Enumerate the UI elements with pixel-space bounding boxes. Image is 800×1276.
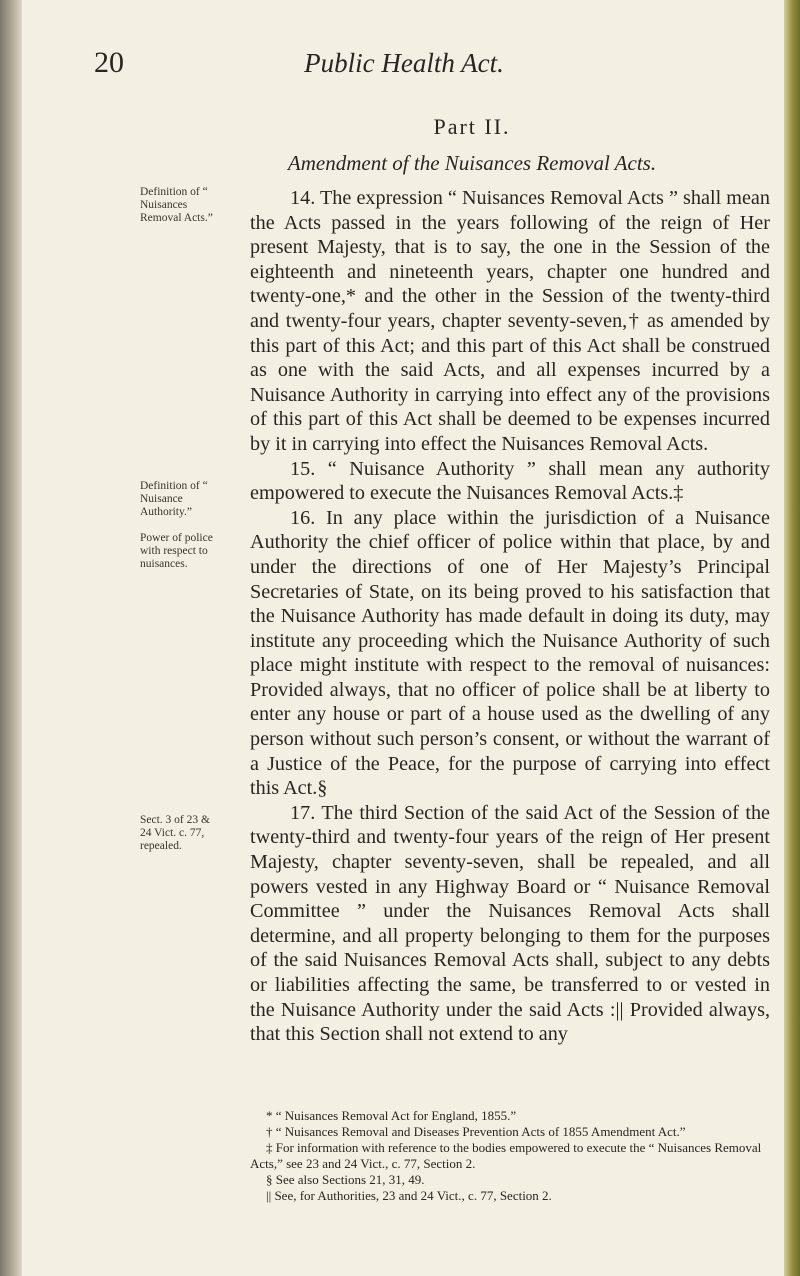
page-edge (784, 0, 800, 1276)
footnote: * “ Nuisances Removal Act for England, 1855.” (266, 1108, 517, 1123)
main-text (250, 186, 770, 1047)
section-16: 16. In any place within the jurisdiction of a Nuisance Authority the chief officer of police within that place, by and under the directions of one of Her Majesty’s Principal Secretaries of State, on its being proved to his satisfaction that the Nuisance Authority has made default in doing its duty, may institute any proceeding which the Nuisance Authority of such place might institute with respect to the removal of nuisances: Provided always, that no officer of police shall be at liberty to enter any house or part of a house used as the dwelling of any person without such person’s consent, or without the warrant of a Justice of the Peace, for the purpose of carrying into effect this Act.§ (250, 506, 770, 800)
footnotes (250, 1108, 770, 1204)
footnote: † “ Nuisances Removal and Diseases Prevention Acts of 1855 Amendment Act.” (266, 1124, 686, 1139)
page-number: 20 (94, 46, 124, 79)
part-heading: Part II. (433, 114, 511, 139)
book-page (22, 0, 784, 1276)
footnote: § See also Sections 21, 31, 49. (266, 1172, 425, 1187)
margin-note-police-power: Power of police with respect to nuisances. (140, 532, 213, 570)
footnote: ‡ For information with reference to the bodies empowered to execute the “ Nuisances Removal Acts,” see 23 and 24 Vict., c. 77, Section 2. (250, 1140, 762, 1171)
margin-note-nuisance-authority: Definition of “ Nuisance Authority.” (140, 480, 208, 518)
running-head (94, 46, 714, 86)
margin-note-nuisances-removal-acts: Definition of “ Nuisances Removal Acts.” (140, 186, 213, 224)
section-17: 17. The third Section of the said Act of the Session of the twenty-third and twenty-four years of the reign of Her present Majesty, chapter seventy-seven, shall be repealed, and all powers vested in any Highway Board or “ Nuisance Removal Committee ” under the Nuisances Removal Acts shall determine, and all property belonging to them for the purposes of the said Nuisances Removal Acts shall, subject to any debts or liabilities affecting the same, be transferred to or vested in the Nuisance Authority under the said Acts :|| Provided always, that this Section shall not extend to any (250, 801, 770, 1046)
book-binding-shadow (0, 0, 22, 1276)
running-title: Public Health Act. (304, 48, 504, 78)
section-14: 14. The expression “ Nuisances Removal Acts ” shall mean the Acts passed in the years following of the reign of Her present Majesty, that is to say, the one in the Session of the eighteenth and nineteenth years, chapter one hundred and twenty-one,* and the other in the Session of the twenty-third and twenty-four years, chapter seventy-seven,† as amended by this part of this Act; and this part of this Act shall be construed as one with the said Acts, and all expenses incurred by a Nuisance Authority in carrying into effect any of the provisions of this part of this Act shall be deemed to be expenses incurred by it in carrying into effect the Nuisances Removal Acts. (250, 187, 770, 455)
sub-heading: Amendment of the Nuisances Removal Acts. (287, 151, 657, 175)
footnote: || See, for Authorities, 23 and 24 Vict., c. 77, Section 2. (266, 1188, 552, 1203)
section-15: 15. “ Nuisance Authority ” shall mean any authority empowered to execute the Nuisances Removal Acts.‡ (250, 457, 770, 505)
margin-note-section-repealed: Sect. 3 of 23 & 24 Vict. c. 77, repealed. (140, 814, 210, 852)
